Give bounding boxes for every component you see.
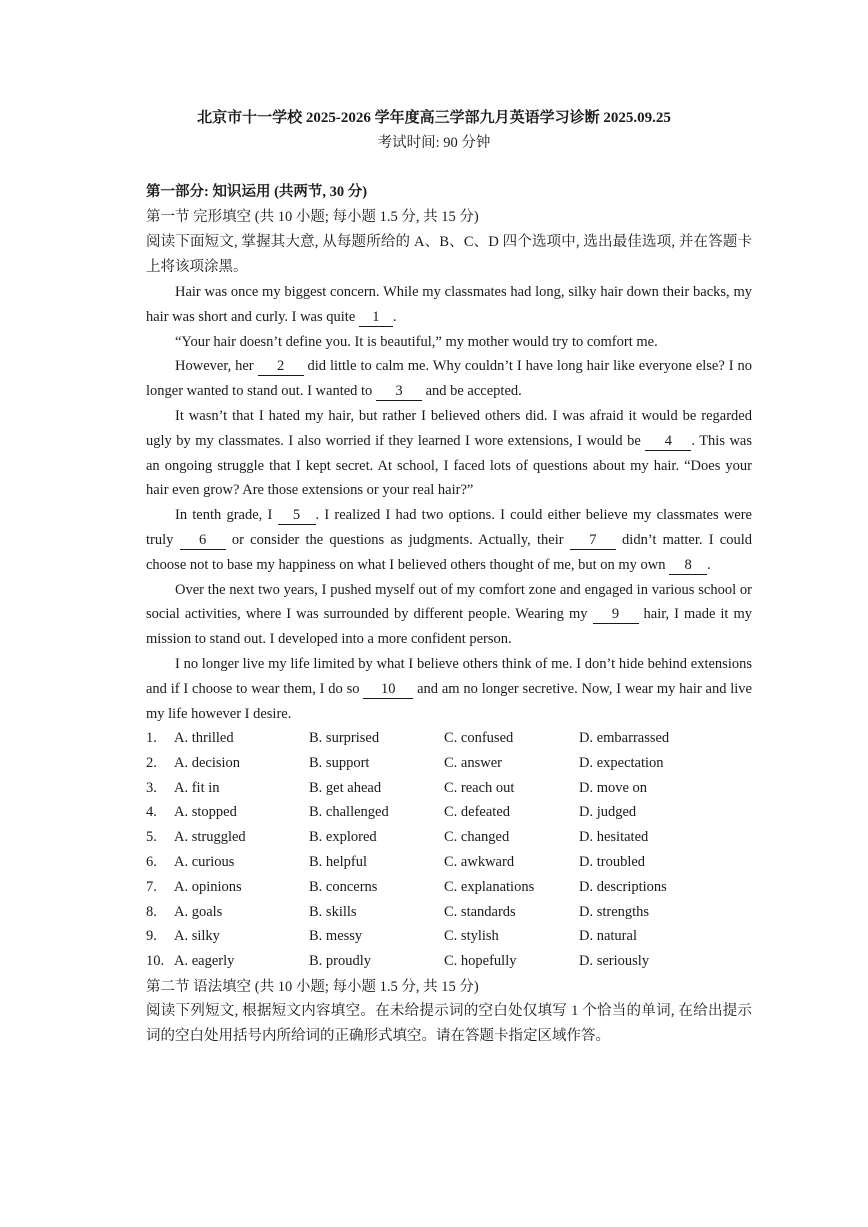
cloze-blank: 3: [376, 383, 422, 401]
option-d: D. expectation: [579, 754, 664, 771]
cloze-blank: 6: [180, 532, 226, 550]
passage-paragraph: However, her 2 did little to calm me. Why couldn’t I have long hair like everyone else? I no longer wanted to stand out. I wanted to 3 and be accepted.: [146, 358, 752, 400]
option-row: [146, 825, 752, 850]
passage-paragraph: In tenth grade, I 5 . I realized I had two options. I could either believe my classmates were truly 6 or consider the questions as judgments. Actually, their 7 didn’t matter. I could choose not to base my happiness on what I believed others thought of me, but on my own 8 .: [146, 507, 752, 573]
exam-title: 北京市十一学校 2025-2026 学年度高三学部九月英语学习诊断 2025.09.25: [197, 110, 671, 126]
section2-title: 第二节 语法填空 (共 10 小题; 每小题 1.5 分, 共 15 分): [146, 979, 479, 995]
option-a: A. fit in: [174, 779, 220, 796]
option-row: [146, 900, 752, 925]
option-a: A. eagerly: [174, 953, 235, 970]
option-c: C. reach out: [444, 779, 515, 796]
option-b: B. proudly: [309, 953, 372, 970]
part-title: 第一部分: 知识运用 (共两节, 30 分): [146, 184, 368, 200]
option-a: A. silky: [174, 928, 220, 945]
option-b: B. messy: [309, 928, 363, 945]
option-c: C. explanations: [444, 878, 535, 895]
cloze-blank: 8: [669, 557, 707, 575]
option-c: C. stylish: [444, 928, 499, 945]
section1-title: 第一节 完形填空 (共 10 小题; 每小题 1.5 分, 共 15 分): [146, 209, 479, 225]
passage-paragraph: It wasn’t that I hated my hair, but rather I believed others did. I was afraid it would be regarded ugly by my classmates. I also worried if they learned I wore extensions, I would be 4 . This was an ongoing struggle that I kept secret. At school, I faced lots of questions about my hair. “Does your hair even grow? Are those extensions or your real hair?”: [146, 407, 752, 499]
option-d: D. seriously: [579, 953, 650, 970]
option-c: C. answer: [444, 754, 502, 771]
answer-options: [146, 726, 752, 974]
passage-paragraph: “Your hair doesn’t define you. It is beautiful,” my mother would try to comfort me.: [175, 333, 658, 350]
question-number: 3.: [146, 779, 157, 796]
option-c: C. confused: [444, 730, 514, 746]
cloze-blank: 2: [258, 358, 304, 376]
option-c: C. standards: [444, 903, 516, 920]
option-row: [146, 751, 752, 776]
option-b: B. support: [309, 754, 370, 771]
option-d: D. embarrassed: [579, 730, 670, 746]
question-number: 7.: [146, 878, 157, 895]
option-row: [146, 726, 752, 751]
question-number: 9.: [146, 928, 157, 945]
cloze-blank: 1: [359, 309, 393, 327]
cloze-blank: 9: [593, 606, 639, 624]
option-row: [146, 850, 752, 875]
option-a: A. stopped: [174, 804, 237, 821]
question-number: 10.: [146, 953, 165, 970]
option-b: B. explored: [309, 829, 377, 846]
option-c: C. defeated: [444, 804, 511, 821]
cloze-passage: [146, 280, 752, 726]
option-a: A. thrilled: [174, 730, 234, 746]
option-c: C. awkward: [444, 853, 515, 870]
option-d: D. natural: [579, 928, 637, 945]
cloze-blank: 10: [363, 681, 413, 699]
option-b: B. surprised: [309, 730, 380, 746]
option-c: C. changed: [444, 829, 510, 846]
option-d: D. strengths: [579, 903, 650, 920]
option-a: A. goals: [174, 903, 223, 920]
passage-paragraph: I no longer live my life limited by what I believe others think of me. I don’t hide behind extensions and if I choose to wear them, I do so 10 and am no longer secretive. Now, I wear my hair and live my life however I desire.: [146, 655, 752, 722]
question-number: 5.: [146, 829, 157, 846]
passage-paragraph: Over the next two years, I pushed myself out of my comfort zone and engaged in various school or social activities, where I was surrounded by different people. Wearing my 9 hair, I made it my mission to stand out. I developed into a more confident person.: [146, 581, 752, 648]
cloze-blank: 7: [570, 532, 616, 550]
cloze-blank: 4: [645, 433, 691, 451]
question-number: 2.: [146, 754, 157, 771]
passage-paragraph: Hair was once my biggest concern. While my classmates had long, silky hair down their backs, my hair was short and curly. I was quite 1 .: [146, 284, 752, 325]
section2-instructions: 阅读下列短文, 根据短文内容填空。在未给提示词的空白处仅填写 1 个恰当的单词, 在给出提示词的空白处用括号内所给词的正确形式填空。请在答题卡指定区域作答。: [146, 1003, 752, 1044]
option-a: A. struggled: [174, 829, 246, 846]
question-number: 1.: [146, 730, 157, 746]
cloze-blank: 5: [278, 507, 316, 525]
option-row: [146, 924, 752, 949]
option-b: B. skills: [309, 903, 357, 920]
question-number: 6.: [146, 853, 157, 870]
option-b: B. get ahead: [309, 779, 382, 796]
option-d: D. descriptions: [579, 878, 667, 895]
option-a: A. opinions: [174, 878, 242, 895]
option-d: D. judged: [579, 804, 637, 821]
option-b: B. challenged: [309, 804, 389, 821]
option-a: A. decision: [174, 754, 241, 771]
option-c: C. hopefully: [444, 953, 517, 970]
option-row: [146, 800, 752, 825]
option-d: D. move on: [579, 779, 648, 796]
option-d: D. troubled: [579, 853, 646, 870]
option-b: B. concerns: [309, 878, 378, 895]
option-a: A. curious: [174, 853, 235, 870]
section1-instructions: 阅读下面短文, 掌握其大意, 从每题所给的 A、B、C、D 四个选项中, 选出最佳选项, 并在答题卡上将该项涂黑。: [146, 234, 752, 275]
option-b: B. helpful: [309, 853, 367, 870]
exam-time: 考试时间: 90 分钟: [377, 135, 491, 151]
option-row: [146, 875, 752, 900]
option-d: D. hesitated: [579, 829, 649, 846]
option-row: [146, 776, 752, 801]
question-number: 4.: [146, 804, 157, 821]
option-row: [146, 949, 752, 974]
question-number: 8.: [146, 903, 157, 920]
